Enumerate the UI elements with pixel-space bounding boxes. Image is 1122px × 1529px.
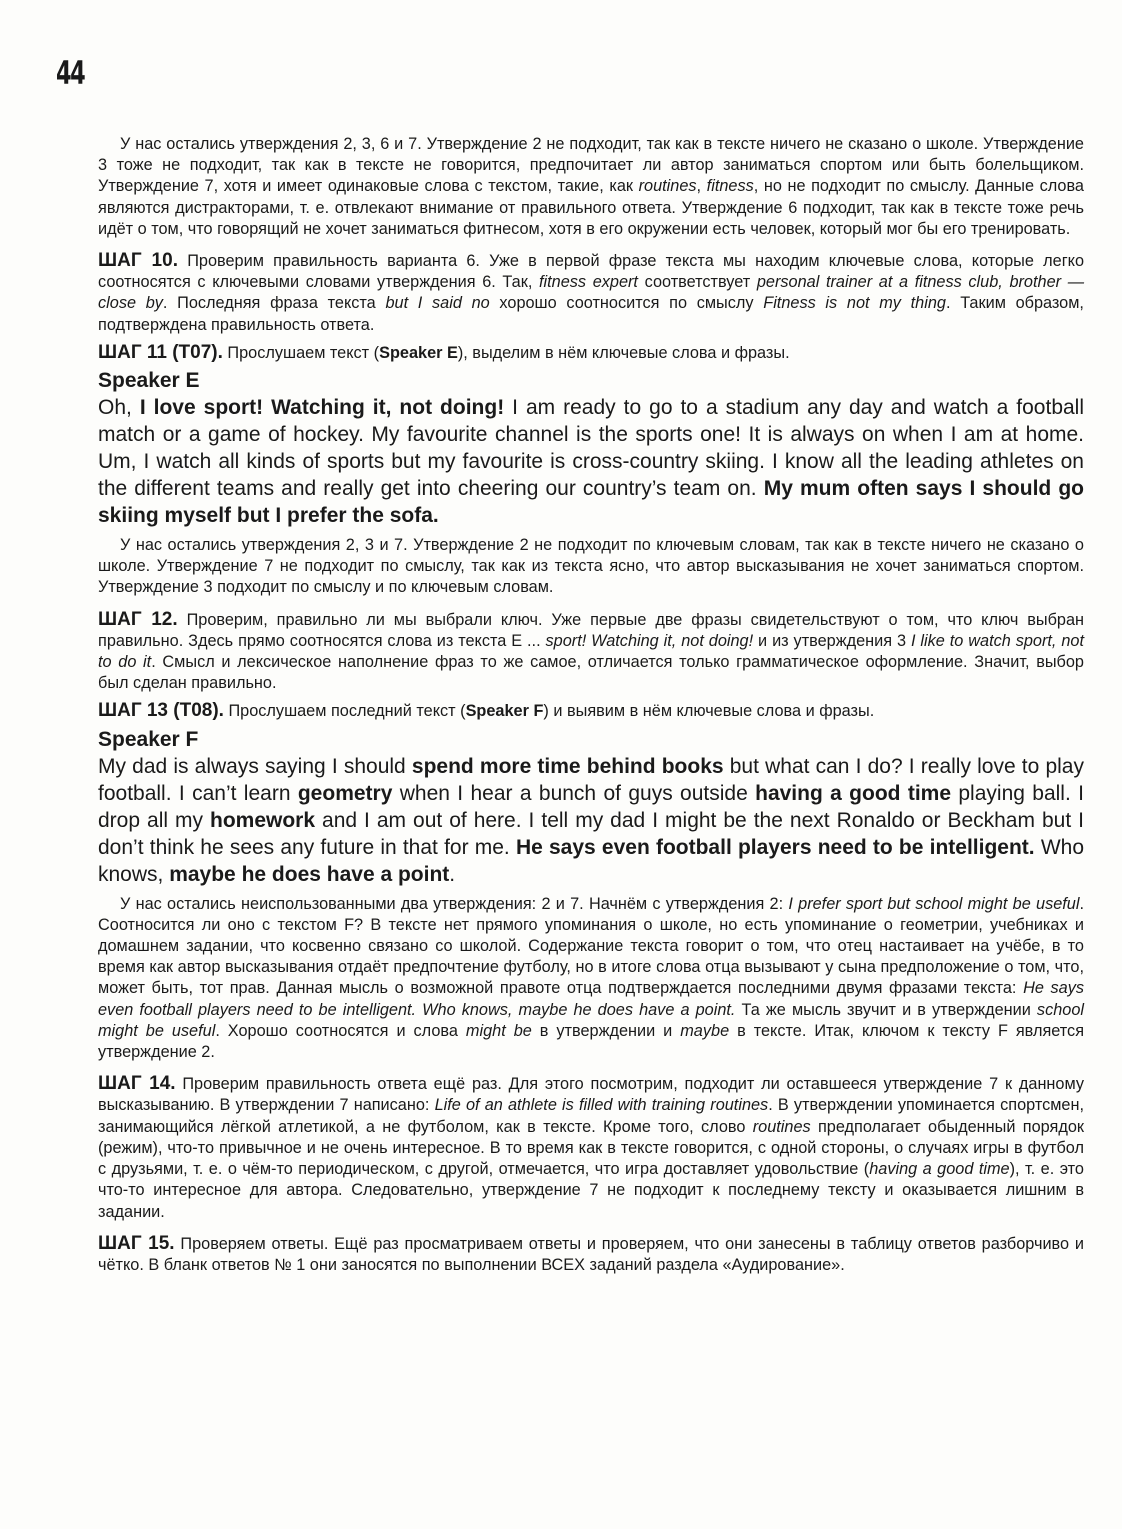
paragraph-analysis-1: У нас остались утверждения 2, 3, 6 и 7. Утверждение 2 не подходит, так как в тексте ничего не сказано о школе. Утверждение 3 тоже не подходит, так как в тексте не говорится, предпочитает ли автор заниматься спортом или быть болельщиком. Утверждение 7, хотя и имеет одинаковые слова с текстом, такие, как routines, fitness, но не подходит по смыслу. Данные слова являются дистракторами, т. е. отвлекают внимание от правильного ответа. Утверждение 6 подходит, так как в тексте тоже речь идёт о том, что говорящий не хочет заниматься фитнесом, хотя в его окружении есть человек, который мог бы его тренировать. [98,135,1084,238]
step-14: ШАГ 14. Проверим правильность ответа ещё раз. Для этого посмотрим, подходит ли оставшееся утверждение 7 к данному высказыванию. В утверждении 7 написано: Life of an athlete is filled with training routines. В утверждении упоминается спортсмен, занимающийся лёгкой атлетикой, а не футболом, как в тексте. Кроме того, слово routines предполагает обыденный порядок (режим), что-то привычное и не очень интересное. В то время как в тексте говорится, с одной стороны, о случаях игры в футбол с друзьями, т. е. о чём-то периодическом, с другой, отмечается, что игра доставляет удовольствие (having a good time), т. е. это что-то интересное для автора. Следовательно, утверждение 7 не подходит к последнему тексту и оказывается лишним в задании. [98,1073,1085,1221]
step-label: ШАГ 11 (Т07). [98,341,223,363]
page-content [98,134,1084,1276]
speaker-f-text: My dad is always saying I should spend more time behind books but what can I do? I really love to play football. I can’t learn geometry when I hear a bunch of guys outside having a good time playing ball. I drop all my homework and I am out of here. I tell my dad I might be the next Ronaldo or Beckham but I don’t think he sees any future in that for me. He says even football players need to be intelligent. Who knows, maybe he does have a point. [98,754,1085,886]
step-label: ШАГ 15. [98,1232,175,1254]
paragraph-analysis-2: У нас остались утверждения 2, 3 и 7. Утверждение 2 не подходит по ключевым словам, так как в тексте ничего не сказано о школе. Утверждение 7 не подходит по смыслу, так как из текста ясно, что автор высказывания не хочет заниматься спортом. Утверждение 3 подходит по смыслу и по ключевым словам. [98,536,1084,597]
paragraph-analysis-3: У нас остались неиспользованными два утверждения: 2 и 7. Начнём с утверждения 2: I prefer sport but school might be useful. Соотносится ли оно с текстом F? В тексте нет прямого упоминания о школе, но есть упоминание о геометрии, учебниках и домашнем задании, что косвенно связано со школой. Содержание текста говорит о том, что отец настаивает на учёбе, в то время как автор высказывания отдаёт предпочтение футболу, но в итоге слова отца вызывают у сына предположение о том, что, может быть, тот прав. Данная мысль о возможной правоте отца подтверждается последними двумя фразами текста: He says even football players need to be intelligent. Who knows, maybe he does have a point. Та же мысль звучит и в утверждении school might be useful. Хорошо соотносятся и слова might be в утверждении и maybe в тексте. Итак, ключом к тексту F является утверждение 2. [98,894,1085,1062]
page-number: 44 [56,54,85,92]
speaker-e-text: Oh, I love sport! Watching it, not doing! I am ready to go to a stadium any day and watch a football match or a game of hockey. My favourite channel is the sports one! It is always on when I am at home. Um, I watch all kinds of sports but my favourite is cross-country skiing. I know all the leading athletes on the different teams and really get into cheering our country’s team on. My mum often says I should go skiing myself but I prefer the sofa. [98,396,1085,528]
step-label: ШАГ 14. [98,1073,176,1095]
step-label: ШАГ 13 (Т08). [98,700,224,722]
step-10: ШАГ 10. Проверим правильность варианта 6. Уже в первой фразе текста мы находим ключевые слова, которые легко соотносятся с ключевыми словами утверждения 6. Так, fitness expert соответствует personal trainer at a fitness club, brother — close by. Последняя фраза текста but I said no хорошо соотносится по смыслу Fitness is not my thing. Таким образом, подтверждена правильность ответа. [98,250,1084,334]
step-13: ШАГ 13 (Т08). Прослушаем последний текст (Speaker F) и выявим в нём ключевые слова и фразы. [98,700,875,722]
speaker-f-heading: Speaker F [98,727,199,751]
step-12: ШАГ 12. Проверим, правильно ли мы выбрали ключ. Уже первые две фразы свидетельствуют о том, что ключ выбран правильно. Здесь прямо соотносятся слова из текста Е ... sport! Watching it, not doing! и из утверждения 3 I like to watch sport, not to do it. Смысл и лексическое наполнение фраз то же самое, отличается только грамматическое оформление. Значит, выбор был сделан правильно. [98,608,1085,693]
step-15: ШАГ 15. Проверяем ответы. Ещё раз просматриваем ответы и проверяем, что они занесены в таблицу ответов разборчиво и чётко. В бланк ответов № 1 они заносятся по выполнении ВСЕХ заданий раздела «Аудирование». [98,1232,1085,1274]
step-label: ШАГ 10. [98,250,178,272]
speaker-e-heading: Speaker E [98,369,200,393]
step-label: ШАГ 12. [98,608,178,630]
step-11: ШАГ 11 (Т07). Прослушаем текст (Speaker E), выделим в нём ключевые слова и фразы. [98,341,790,363]
